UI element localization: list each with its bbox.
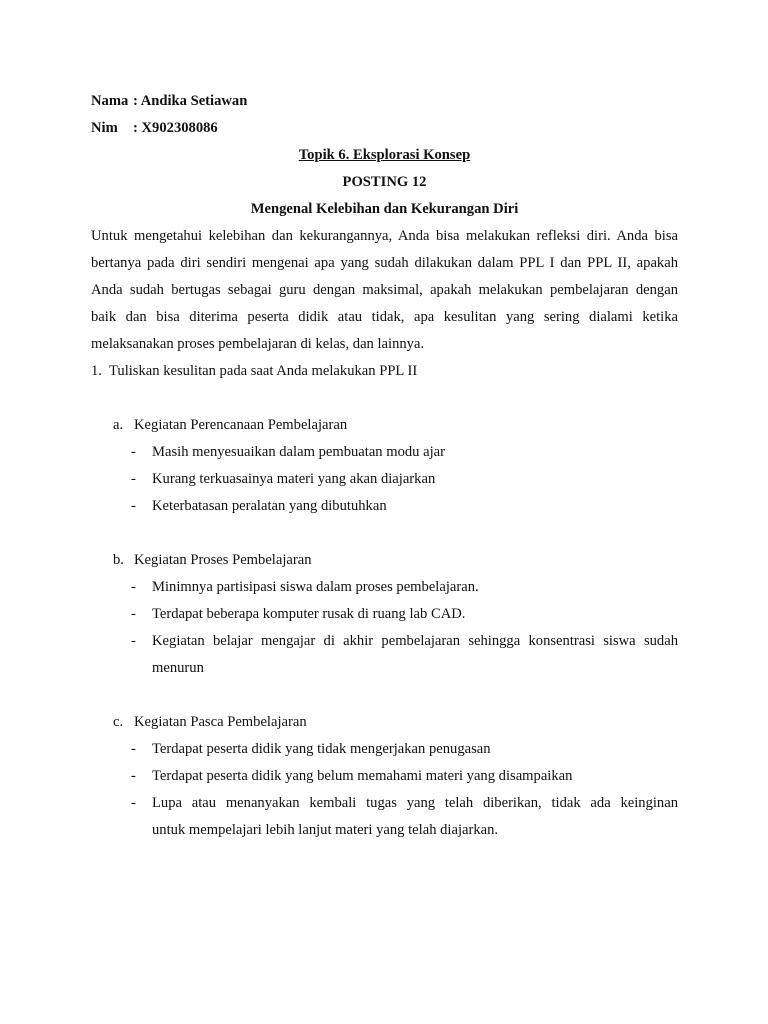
list-item [91,736,678,763]
question-text: Tuliskan kesulitan pada saat Anda melakukan PPL II [109,363,418,379]
dash-marker: - [131,471,136,487]
list-item [91,628,678,682]
section-letter: b. [113,552,124,568]
section-c [91,709,678,844]
spacer [91,520,678,547]
section-b [91,547,678,682]
list-item [91,601,678,628]
item-text-continued: menurun [152,660,204,676]
intro-paragraph [91,223,678,358]
item-text: Kurang terkuasainya materi yang akan diajarkan [152,471,436,487]
spacer [91,682,678,709]
document-page [91,88,678,844]
dash-marker: - [131,795,136,811]
name-row [91,88,678,115]
posting-title: POSTING 12 [342,174,427,190]
section-heading [91,547,678,574]
item-text: Terdapat beberapa komputer rusak di ruang lab CAD. [152,606,466,622]
dash-marker: - [131,579,136,595]
dash-marker: - [131,498,136,514]
name-value: : Andika Setiawan [133,93,248,109]
dash-marker: - [131,606,136,622]
intro-line: Untuk mengetahui kelebihan dan kekurangannya, Anda bisa melakukan refleksi diri. Anda bisa [91,228,678,244]
list-item [91,493,678,520]
nim-label: Nim [91,120,118,136]
section-letter: a. [113,417,124,433]
list-item [91,574,678,601]
intro-line: melaksanakan proses pembelajaran di kelas, dan lainnya. [91,336,425,352]
item-text: Terdapat peserta didik yang belum memahami materi yang disampaikan [152,768,573,784]
intro-line: bertanya pada diri sendiri mengenai apa yang sudah dilakukan dalam PPL I dan PPL II, apakah [91,255,678,271]
section-a [91,412,678,520]
dash-marker: - [131,768,136,784]
section-title: Kegiatan Pasca Pembelajaran [134,714,307,730]
section-title: Kegiatan Proses Pembelajaran [134,552,312,568]
item-text: Kegiatan belajar mengajar di akhir pembelajaran sehingga konsentrasi siswa sudah [152,633,678,649]
topic-title: Topik 6. Eksplorasi Konsep [298,147,471,163]
name-label: Nama [91,93,129,109]
item-text-continued: untuk mempelajari lebih lanjut materi yang telah diajarkan. [152,822,499,838]
nim-value: : X902308086 [133,120,218,136]
dash-marker: - [131,633,136,649]
question-1 [91,358,678,385]
spacer [91,385,678,412]
item-text: Lupa atau menanyakan kembali tugas yang telah diberikan, tidak ada keinginan [152,795,678,811]
nim-row [91,115,678,142]
list-item [91,763,678,790]
list-item [91,466,678,493]
subtitle: Mengenal Kelebihan dan Kekurangan Diri [250,201,519,217]
list-item [91,790,678,844]
item-text: Minimnya partisipasi siswa dalam proses pembelajaran. [152,579,479,595]
item-text: Masih menyesuaikan dalam pembuatan modu ajar [152,444,446,460]
item-text: Terdapat peserta didik yang tidak mengerjakan penugasan [152,741,491,757]
section-letter: c. [113,714,124,730]
section-heading [91,709,678,736]
item-text: Keterbatasan peralatan yang dibutuhkan [152,498,387,514]
list-item [91,439,678,466]
section-title: Kegiatan Perencanaan Pembelajaran [134,417,348,433]
dash-marker: - [131,444,136,460]
section-heading [91,412,678,439]
dash-marker: - [131,741,136,757]
intro-line: baik dan bisa diterima peserta didik atau tidak, apa kesulitan yang sering dialami ketika [91,309,678,325]
question-number: 1. [91,363,102,379]
intro-line: Anda sudah bertugas sebagai guru dengan maksimal, apakah melakukan pembelajaran dengan [91,282,678,298]
